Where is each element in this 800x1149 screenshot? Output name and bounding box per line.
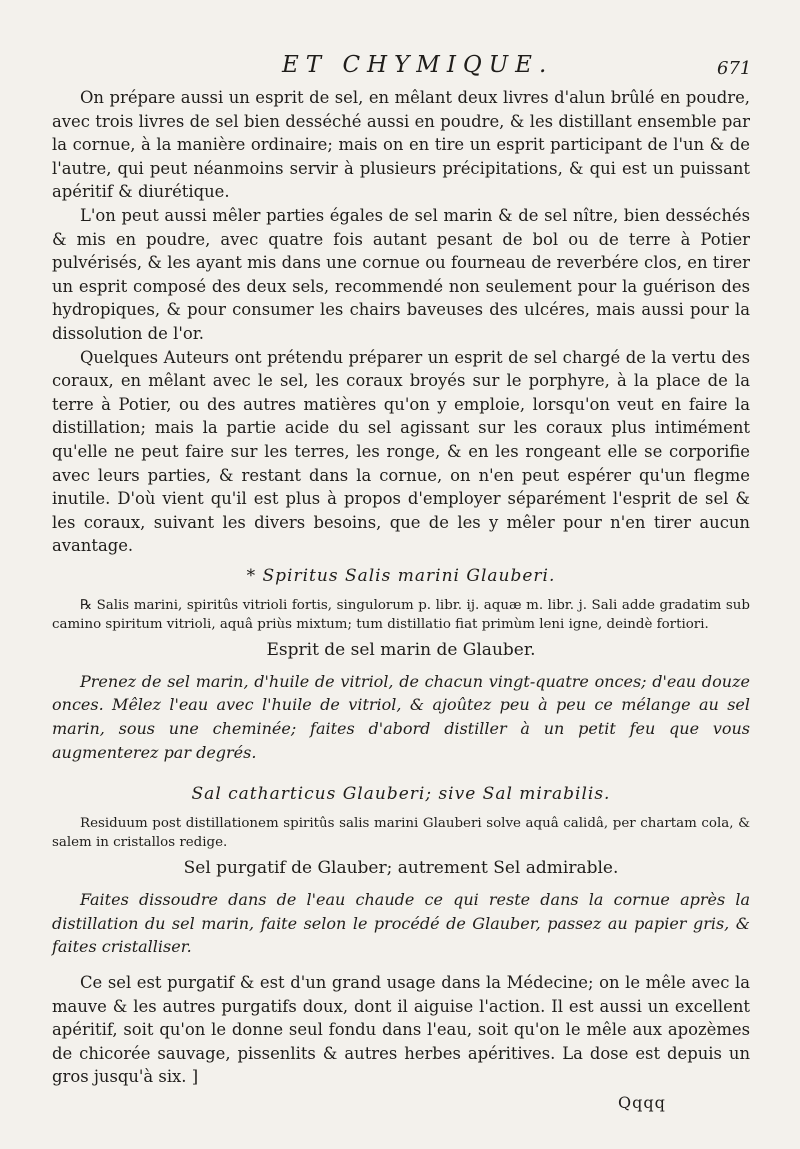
latin-recipe-sal: Residuum post distillationem spiritûs salis marini Glauberi solve aquâ calidâ, per chartam cola, & salem in cristallos redige. xyxy=(52,816,750,851)
subtitle-sel-purgatif: Sel purgatif de Glauber; autrement Sel admirable. xyxy=(183,858,619,879)
section-title-sal-catharticus: Sal catharticus Glauberi; sive Sal mirabilis. xyxy=(191,784,611,805)
paragraph-coraux: Quelques Auteurs ont prétendu préparer un esprit de sel chargé de la vertu des coraux, en mêlant avec le sel, les coraux broyés sur le porphyre, à la place de la terre à Potier, ou des autres matières qu'on y emploie, lorsqu'on veut en faire la distillation; mais la partie acide du sel agissant sur les coraux plus intimément qu'elle ne peut faire sur les terres, les ronge, & en les rongeant elle se corporifie avec leurs parties, & restant dans la cornue, on n'en peut espérer qu'un flegme inutile. D'où vient qu'il est plus à propos d'employer séparément l'esprit de sel & les coraux, suivant les divers besoins, que de les y mêler pour n'en tirer aucun avantage. xyxy=(52,347,750,556)
section-title-spiritus: * Spiritus Salis marini Glauberi. xyxy=(246,565,556,586)
catchword: Qqqq xyxy=(618,1093,666,1112)
page-header xyxy=(52,40,750,86)
paragraph-usage: Ce sel est purgatif & est d'un grand usage dans la Médecine; on le mêle avec la mauve & les autres purgatifs doux, dont il aiguise l'action. Il est aussi un excellent apéritif, soit qu'on le donne seul fondu dans l'eau, soit qu'on le mêle aux apozèmes de chicorée sauvage, pissenlits & autres herbes apéritives. La dose est depuis un gros jusqu'à six. ] xyxy=(52,973,750,1087)
french-recipe-esprit: Prenez de sel marin, d'huile de vitriol, de chacun vingt-quatre onces; d'eau douze onces. Mêlez l'eau avec l'huile de vitriol, & ajoûtez peu à peu ce mélange au sel marin, sous une cheminée; faites d'abord distiller à un petit feu que vous augmenterez par degrés. xyxy=(52,671,750,762)
page-number: 671 xyxy=(717,58,752,79)
paragraph-alun: On prépare aussi un esprit de sel, en mêlant deux livres d'alun brûlé en poudre, avec trois livres de sel bien desséché aussi en poudre, & les distillant ensemble par la cornue, à la manière ordinaire; mais on en tire un esprit participant de l'un & de l'autre, qui peut néanmoins servir à plusieurs précipitations, & qui est un puissant apéritif & diurétique. xyxy=(52,88,750,202)
paragraph-sel-nitre: L'on peut aussi mêler parties égales de sel marin & de sel nître, bien desséchés & mis en poudre, avec quatre fois autant pesant de bol ou de terre à Potier pulvérisés, & les ayant mis dans une cornue ou fourneau de reverbére clos, en tirer un esprit composé des deux sels, recommendé non seulement pour la guérison des hydropiques, & pour consumer les chairs baveuses des ulcéres, mais aussi pour la dissolution de l'or. xyxy=(52,205,750,343)
latin-recipe-spiritus: ℞ Salis marini, spiritûs vitrioli fortis, singulorum p. libr. ij. aquæ m. libr. j. Sali adde gradatim sub camino spiritum vitrioli, aquâ priùs mixtum; tum distillatio fiat primùm leni igne, deindè fortiori. xyxy=(52,597,750,632)
subtitle-esprit: Esprit de sel marin de Glauber. xyxy=(266,639,536,660)
french-recipe-sel: Faites dissoudre dans de l'eau chaude ce qui reste dans la cornue après la distillation du sel marin, faite selon le procédé de Glauber, passez au papier gris, & faites cristalliser. xyxy=(52,890,750,957)
running-title: ET CHYMIQUE. xyxy=(282,52,554,78)
